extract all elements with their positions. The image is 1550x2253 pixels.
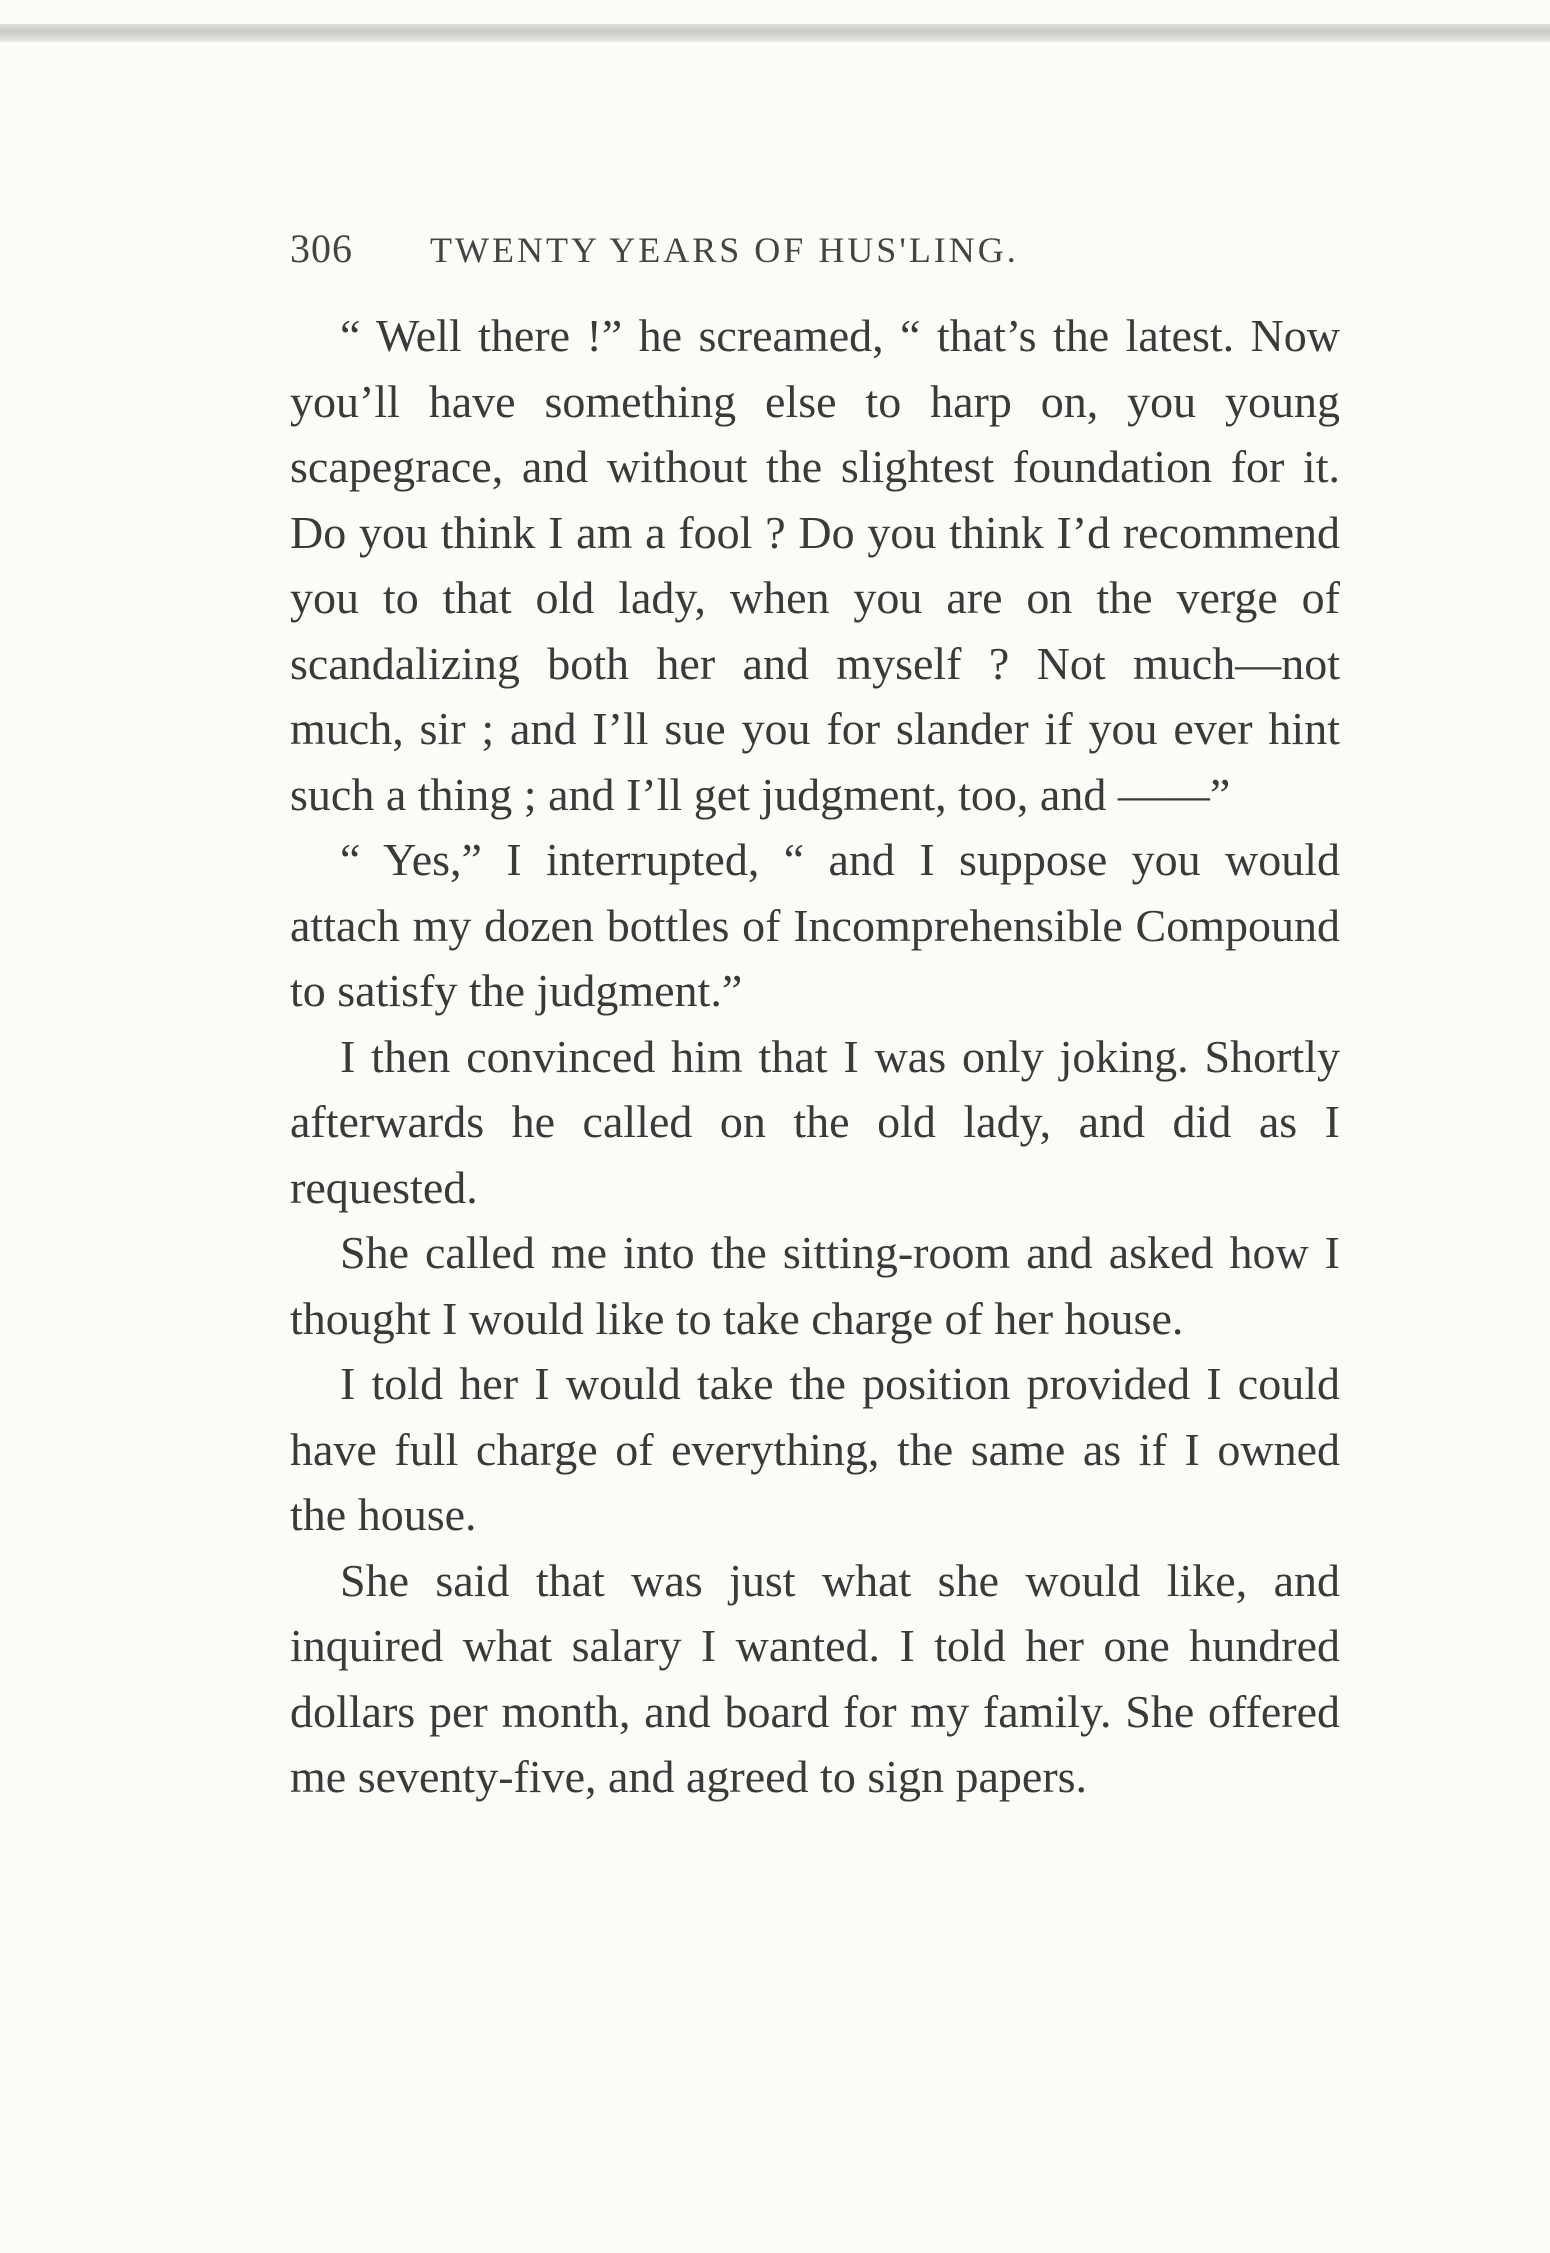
paragraph: She called me into the sitting-room and asked how I thought I would like to take charge of her house. bbox=[290, 1227, 1340, 1344]
page-top-edge bbox=[0, 24, 1550, 42]
running-title: TWENTY YEARS OF HUS'LING. bbox=[430, 230, 1019, 270]
paragraph: I then convinced him that I was only joking. Shortly afterwards he called on the old lady, and did as I requested. bbox=[290, 1030, 1340, 1213]
body-text bbox=[290, 303, 1340, 1810]
paragraph: I told her I would take the position provided I could have full charge of everything, the same as if I owned the house. bbox=[290, 1358, 1340, 1540]
page-number: 306 bbox=[290, 226, 353, 271]
running-head bbox=[290, 225, 1330, 285]
paragraph: She said that was just what she would like, and inquired what salary I wanted. I told her one hundred dollars per month, and board for my family. She offered me seventy-five, and agreed to sign papers. bbox=[290, 1554, 1340, 1802]
paragraph: “ Well there !” he screamed, “ that’s the latest. Now you’ll have something else to harp on, you young scapegrace, and without the slightest foundation for it. Do you think I am a fool ? Do you think I’d recommend you to that old lady, when you are on the verge of scandalizing both her and myself ? Not much—not much, sir ; and I’ll sue you for slander if you ever hint such a thing ; and I’ll get judgment, too, and ——” bbox=[290, 310, 1340, 820]
paragraph: “ Yes,” I interrupted, “ and I suppose you would attach my dozen bottles of Incomprehensible Compound to satisfy the judgment.” bbox=[290, 834, 1340, 1016]
